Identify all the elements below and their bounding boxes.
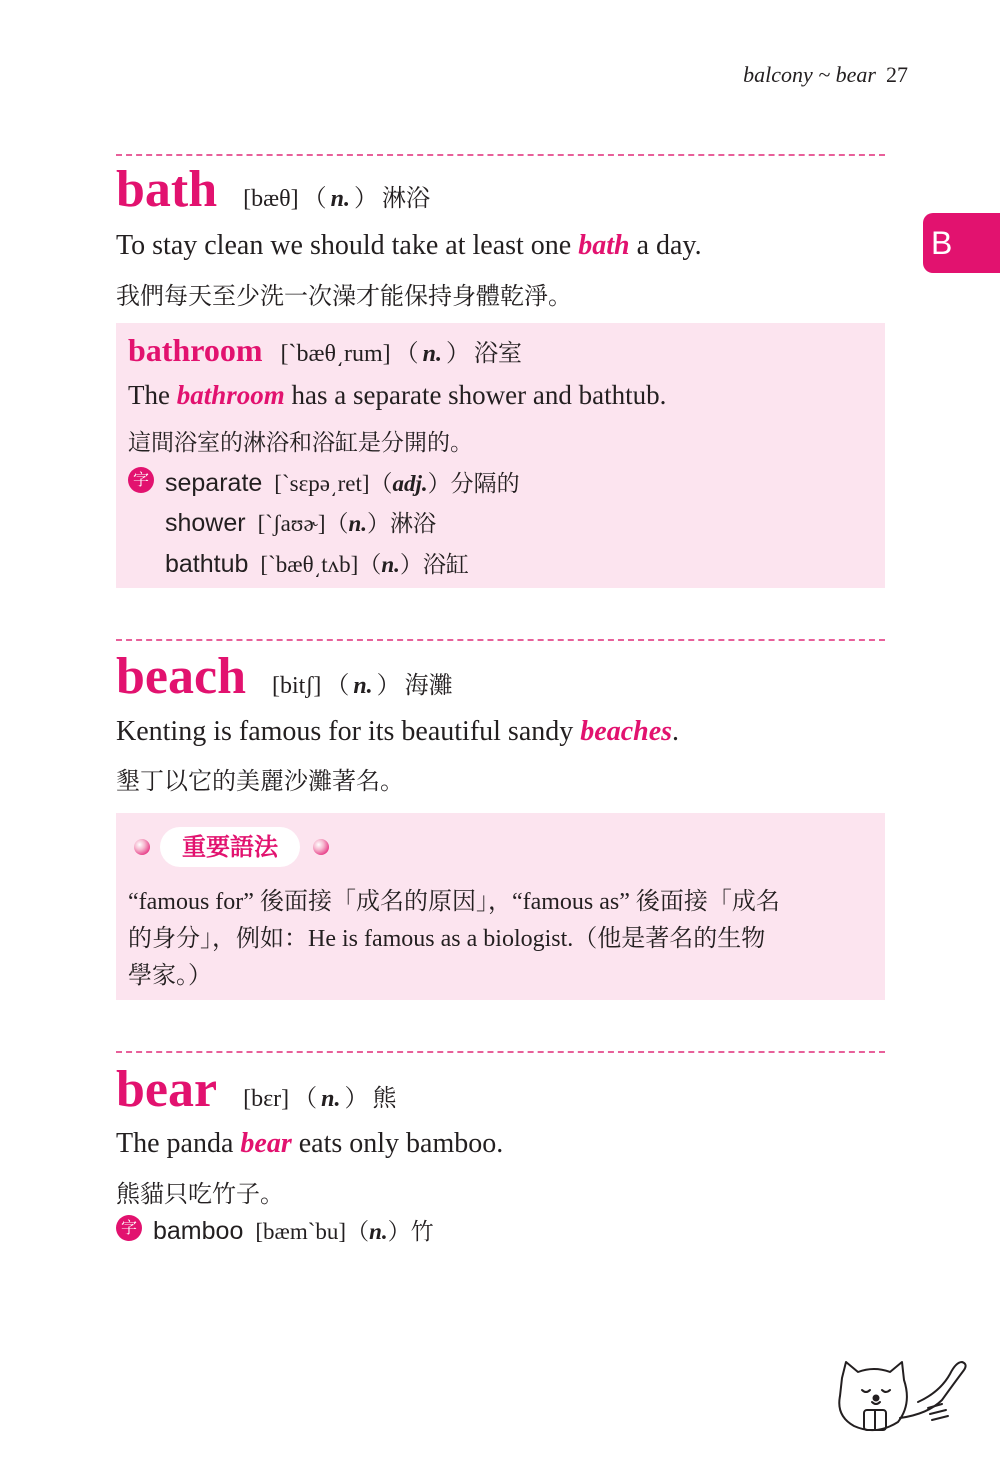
part-of-speech: n.: [348, 511, 368, 536]
part-of-speech: n.: [422, 341, 443, 367]
derived-meta: [281, 341, 523, 367]
part-of-speech: n.: [369, 1219, 388, 1244]
entry-divider: [116, 639, 885, 641]
example-text: .: [672, 716, 680, 747]
chinese-gloss: 浴室: [474, 339, 523, 367]
chinese-gloss: 竹: [410, 1219, 434, 1245]
vocab-item: [165, 505, 436, 538]
paren: ）: [376, 673, 401, 699]
entry-meta: [272, 673, 453, 699]
chinese-gloss: 熊: [372, 1084, 397, 1112]
chinese-gloss: 分隔的: [450, 471, 520, 497]
paren: （: [358, 552, 382, 577]
phonetic: [bɛr]: [243, 1086, 290, 1112]
grammar-title: 重要語法: [160, 827, 300, 867]
example-keyword: bath: [578, 230, 630, 261]
example-translation: 我們每天至少洗一次澡才能保持身體乾淨。: [116, 282, 572, 310]
paren: ）: [387, 1219, 411, 1244]
paren: ）: [367, 511, 391, 536]
grammar-note-line: 學家。）: [128, 963, 212, 989]
entry-meta: [243, 186, 430, 212]
paren: （: [325, 673, 350, 699]
section-tab-b: B: [923, 213, 1000, 273]
vocab-icon-glyph: 字: [116, 1215, 142, 1241]
vocab-icon: [116, 1215, 142, 1241]
example-text: To stay clean we should take at least one: [116, 230, 579, 261]
entry-divider: [116, 154, 885, 156]
chinese-gloss: 淋浴: [382, 184, 431, 212]
part-of-speech: adj.: [392, 471, 428, 496]
running-header: [743, 62, 908, 88]
example-sentence: [116, 230, 702, 262]
paren: ）: [427, 471, 451, 496]
paren: ）: [354, 186, 379, 212]
grammar-note-line: 的身分」，例如：He is famous as a biologist.（他是著名的生物: [128, 926, 766, 952]
example-text: The panda: [116, 1128, 241, 1159]
paren: ）: [399, 552, 423, 577]
bullet-dot-icon: [313, 839, 329, 855]
part-of-speech: n.: [353, 673, 373, 699]
vocab-meta: [258, 511, 436, 536]
vocab-meta: [274, 471, 519, 496]
vocab-item: [153, 1213, 434, 1246]
headword: bath: [116, 161, 218, 218]
vocab-word: shower: [165, 509, 246, 537]
part-of-speech: n.: [321, 1086, 341, 1112]
chinese-gloss: 淋浴: [390, 511, 437, 537]
example-sentence: [116, 1128, 503, 1160]
grammar-note-line: “famous for” 後面接「成名的原因」，“famous as” 後面接「成名: [128, 889, 780, 915]
phonetic: [bitʃ]: [272, 673, 322, 699]
vocab-meta: [260, 552, 468, 577]
entry-heading: [116, 1060, 397, 1119]
vocab-word: bathtub: [165, 550, 249, 578]
example-translation: 熊貓只吃竹子。: [116, 1180, 284, 1208]
part-of-speech: n.: [330, 186, 351, 212]
entry-divider: [116, 1051, 885, 1053]
example-text: a day.: [629, 230, 702, 261]
paren: （: [302, 186, 327, 212]
chinese-gloss: 海灘: [404, 671, 453, 699]
example-text: has a separate shower and bathtub.: [284, 380, 667, 410]
paren: （: [346, 1219, 370, 1244]
example-keyword: bear: [240, 1128, 292, 1159]
page-number: 27: [886, 62, 908, 87]
vocab-meta: [255, 1219, 433, 1244]
example-keyword: beaches: [580, 716, 673, 747]
example-translation: 墾丁以它的美麗沙灘著名。: [116, 767, 404, 795]
derived-translation: 這間浴室的淋浴和浴缸是分開的。: [128, 430, 473, 456]
example-keyword: bathroom: [176, 380, 285, 410]
vocab-item: [165, 546, 469, 579]
paren: （: [293, 1086, 318, 1112]
phonetic: [bæm`bu]: [255, 1219, 347, 1244]
phonetic: [`sɛpə͵ret]: [274, 471, 370, 496]
derived-example: [128, 380, 666, 411]
vocab-icon-glyph: 字: [128, 467, 154, 493]
vocab-item: [165, 465, 520, 498]
cat-illustration: [832, 1356, 972, 1446]
entry-heading: [116, 160, 430, 219]
entry-meta: [243, 1086, 396, 1112]
vocab-icon: [128, 467, 154, 493]
paren: （: [369, 471, 393, 496]
headword: bear: [116, 1061, 218, 1118]
phonetic: [`ʃaʊɚ]: [257, 511, 326, 536]
derived-headword: bathroom: [128, 332, 263, 368]
entry-heading: [116, 647, 453, 706]
vocab-word: separate: [165, 469, 263, 497]
paren: （: [394, 341, 419, 367]
header-word-range: balcony ~ bear: [743, 62, 876, 87]
phonetic: [bæθ]: [243, 186, 299, 212]
phonetic: [`bæθ͵rum]: [280, 341, 391, 367]
part-of-speech: n.: [381, 552, 400, 577]
example-sentence: [116, 716, 679, 748]
example-text: eats only bamboo.: [291, 1128, 504, 1159]
paren: （: [325, 511, 349, 536]
phonetic: [`bæθ͵tʌb]: [260, 552, 359, 577]
headword: beach: [116, 648, 246, 705]
paren: ）: [344, 1086, 369, 1112]
bullet-dot-icon: [134, 839, 150, 855]
chinese-gloss: 浴缸: [422, 552, 469, 578]
vocab-word: bamboo: [153, 1217, 244, 1245]
derived-word-heading: [128, 332, 522, 369]
example-text: The: [128, 380, 177, 410]
example-text: Kenting is famous for its beautiful sandy: [116, 716, 581, 747]
paren: ）: [446, 341, 471, 367]
